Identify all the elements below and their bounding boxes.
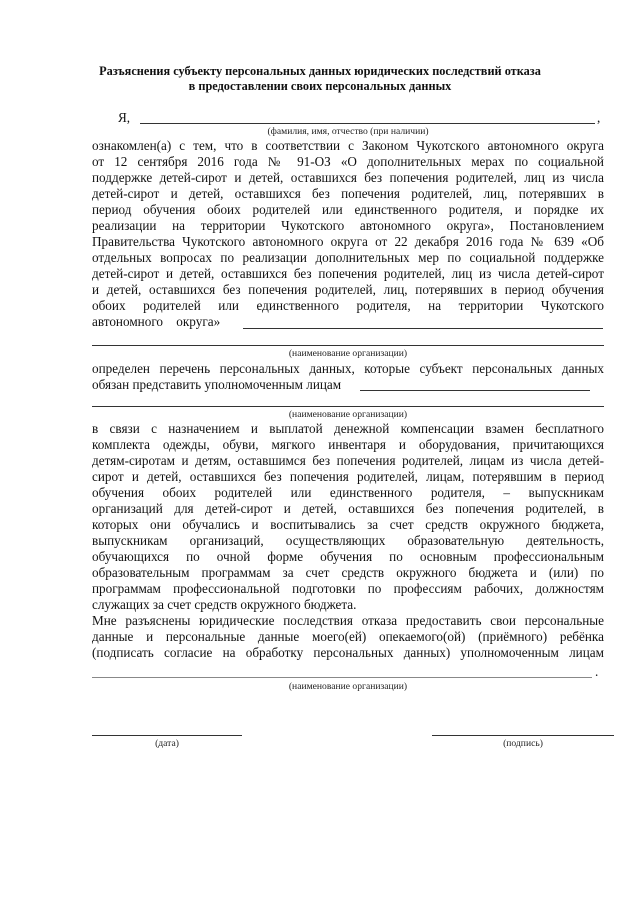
text-line: образовательным программам за счет средств окружного бюджета и (или) по (92, 565, 604, 580)
text-line: служащих за счет средств окружного бюджета. (92, 597, 357, 612)
text-line: обоих родителей или единственного родителя, на территории Чукотского (92, 298, 604, 313)
organization-hint-1: (наименование организации) (288, 348, 408, 359)
text-line: период обучения обоих родителей или единственного родителя, и порядке их (92, 202, 604, 217)
text-line: поддержке детей-сирот и детей, оставшихся без попечения родителей, лиц из числа (92, 170, 604, 185)
text-line: программам профессиональной подготовки по профессиям рабочих, должностям (92, 581, 604, 596)
text-line: организаций для детей-сирот и детей, оставшихся без попечения родителей, в (92, 501, 604, 516)
organization-field-line-2a[interactable] (360, 390, 590, 391)
text-line: выпускникам организаций, осуществляющих образовательную деятельность, (92, 533, 604, 548)
text-line: Правительства Чукотского автономного округа от 22 декабря 2016 года № 639 «Об (92, 234, 604, 249)
organization-hint-2: (наименование организации) (288, 409, 408, 420)
fio-field-line[interactable] (140, 123, 595, 124)
text-line: данные и персональные данные моего(ей) опекаемого(ой) (приёмного) ребёнка (92, 629, 604, 644)
document-title-line-2: в предоставлении своих персональных данных (188, 79, 452, 93)
text-line: детей-сирот и детей, оставшихся без попечения родителей, лиц из числа детей-сирот (92, 266, 604, 281)
text-line: обучающихся по очной форме обучения по основным профессиональным (92, 549, 604, 564)
text-line: Мне разъяснены юридические последствия отказа предоставить свои персональные (92, 613, 604, 628)
text-line: (подписать согласие на обработку персональных данных) уполномоченным лицам (92, 645, 604, 660)
text-line: определен перечень персональных данных, которые субъект персональных данных (92, 361, 604, 376)
text-line: обучения обоих родителей или единственного родителя, – выпускникам (92, 485, 604, 500)
signature-hint: (подпись) (503, 738, 543, 749)
text-line: обязан представить уполномоченным лицам (92, 377, 342, 392)
organization-field-line-3[interactable] (92, 677, 592, 678)
date-hint: (дата) (155, 738, 179, 749)
text-line: от 12 сентября 2016 года № 91-ОЗ «О дополнительных мерах по социальной (92, 154, 604, 169)
fio-hint: (фамилия, имя, отчество (при наличии) (267, 126, 429, 137)
text-line: реализации на территории Чукотского автономного округа», Постановлением (92, 218, 604, 233)
text-line: детей-сирот и детей, оставшихся без попечения родителей, лиц, потерявших в (92, 186, 604, 201)
text-line: сирот и детей, оставшихся без попечения родителей, лицам, потерявшим в период (92, 469, 604, 484)
text-line: отдельных вопросах по реализации дополнительных мер по социальной поддержке (92, 250, 604, 265)
text-line: которых они обучались и воспитывались за счет средств окружного бюджета, (92, 517, 604, 532)
text-line: и детей, оставшихся без попечения родителей, лиц, потерявших в период обучения (92, 282, 604, 297)
text-line: автономного округа» (92, 314, 221, 329)
organization-hint-3: (наименование организации) (288, 681, 408, 692)
signature-field-line[interactable] (432, 735, 614, 736)
organization-field-line-2b[interactable] (92, 406, 604, 407)
intro-ya: Я, (118, 110, 131, 125)
date-field-line[interactable] (92, 735, 242, 736)
text-line: детям-сиротам и детям, оставшимся без попечения родителей, лицам из числа детей- (92, 453, 604, 468)
sentence-end-dot: . (595, 664, 599, 679)
organization-field-line-1b[interactable] (92, 345, 604, 346)
organization-field-line-1a[interactable] (243, 328, 603, 329)
text-line: в связи с назначением и выплатой денежной компенсации взамен бесплатного (92, 421, 604, 436)
document-title-line-1: Разъяснения субъекту персональных данных юридических последствий отказа (99, 64, 541, 78)
text-line: комплекта одежды, обуви, мягкого инвентаря и оборудования, причитающихся (92, 437, 604, 452)
text-line: ознакомлен(а) с тем, что в соответствии с Законом Чукотского автономного округа (92, 138, 604, 153)
intro-comma: , (597, 110, 601, 125)
